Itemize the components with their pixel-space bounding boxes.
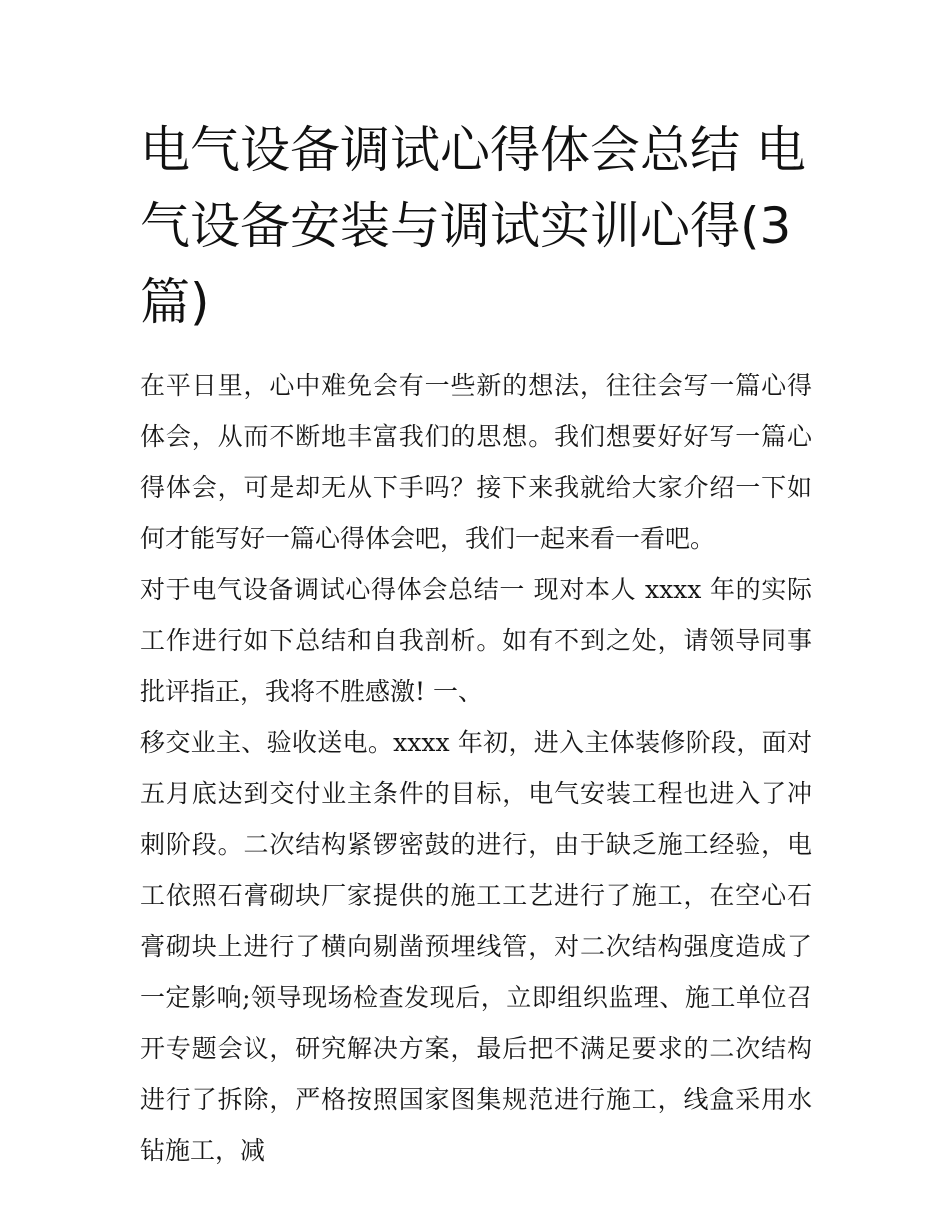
paragraph-intro: 在平日里，心中难免会有一些新的想法，往往会写一篇心得体会，从而不断地丰富我们的思想。我们想要好好写一篇心得体会，可是却无从下手吗？接下来我就给大家介绍一下如何才能写好一篇心得体会吧，我们一起来看一看吧。 xyxy=(140,371,812,553)
paragraph-handover: 移交业主、验收送电。xxxx 年初，进入主体装修阶段，面对五月底达到交付业主条件的目标，电气安装工程也进入了冲刺阶段。二次结构紧锣密鼓的进行，由于缺乏施工经验，电工依照石膏砌块厂家提供的施工工艺进行了施工，在空心石膏砌块上进行了横向剔凿预埋线管，对二次结构强度造成了一定影响;领导现场检查发现后，立即组织监理、施工单位召开专题会议，研究解决方案，最后把不满足要求的二次结构进行了拆除，严格按照国家图集规范进行施工，线盒采用水钻施工，减 xyxy=(140,728,812,1165)
document-title: 电气设备调试心得体会总结 电气设备安装与调试实训心得(3篇) xyxy=(140,121,806,331)
paragraph-summary-one: 对于电气设备调试心得体会总结一 现对本人 xxxx 年的实际工作进行如下总结和自我剖析。如有不到之处，请领导同事批评指正，我将不胜感激! 一、 xyxy=(140,575,812,706)
document-body xyxy=(140,360,812,1176)
document-content xyxy=(140,112,812,1176)
